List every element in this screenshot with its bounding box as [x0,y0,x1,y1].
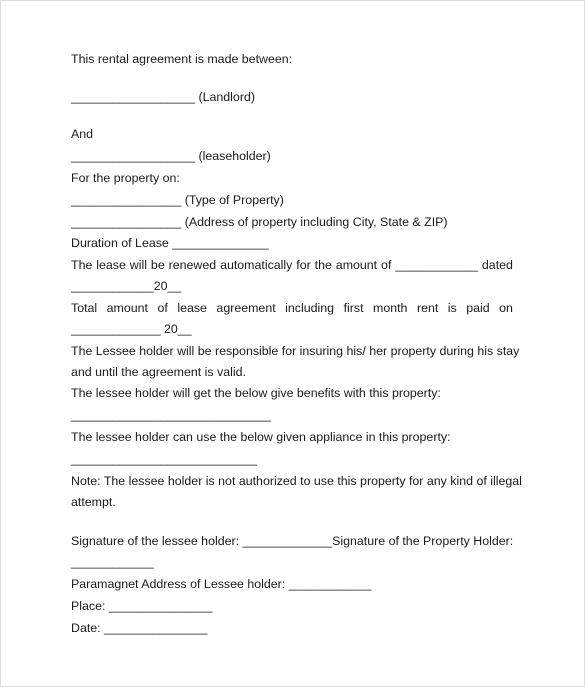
renewal-date-line: ____________20__ [71,279,182,293]
total-word: first [343,301,364,315]
duration-line: Duration of Lease ______________ [71,236,269,250]
renewal-word: be [150,258,165,272]
renewal-word: will [129,258,148,272]
property-holder-signature-blank: ____________ [71,555,154,569]
total-word: on [499,301,513,315]
place-line: Place: _______________ [71,599,213,613]
renewal-word: of [381,258,392,272]
address-of-property-line: ________________ (Address of property including City, State & ZIP) [71,215,448,229]
type-of-property-line: ________________ (Type of Property) [71,193,284,207]
renewal-word: dated [481,258,513,272]
renewal-word: ____________ [395,258,478,272]
total-word: of [157,301,168,315]
total-word: including [285,301,335,315]
renewal-word: amount [335,258,378,272]
insure-line-1: The Lessee holder will be responsible for insuring his/ her property during his stay [71,344,520,358]
renewal-word: The [71,258,93,272]
appliance-text: The lessee holder can use the below given appliance in this property: [71,430,451,444]
address-line: Paramagnet Address of Lessee holder: ____________ [71,577,372,591]
renewal-word: automatically [220,258,293,272]
renewal-word: for [296,258,311,272]
property-on-text: For the property on: [71,171,180,185]
total-word: rent [416,301,439,315]
renewal-word: renewed [168,258,217,272]
appliance-blank: ___________________________ [71,452,258,466]
renewal-word: the [314,258,332,272]
total-word: Total [71,301,98,315]
insure-line-2: and until the agreement is valid. [71,365,246,379]
renewal-word: lease [96,258,126,272]
renewal-line [71,258,513,273]
total-word: month [373,301,408,315]
property-holder-signature: Signature of the Property Holder: [332,534,514,548]
intro-text: This rental agreement is made between: [71,52,293,66]
lessee-signature: Signature of the lessee holder: _____________ [71,534,333,548]
date-line: Date: _______________ [71,621,208,635]
total-word: amount [106,301,148,315]
total-word: agreement [216,301,276,315]
benefits-blank: _____________________________ [71,408,271,422]
total-word: lease [177,301,207,315]
note-line-1: Note: The lessee holder is not authorized to use this property for any kind of illegal [71,474,522,488]
and-text: And [71,127,94,141]
signature-line [71,534,513,549]
total-word: is [447,301,457,315]
total-date-line: _____________ 20__ [71,322,192,336]
total-word: paid [466,301,490,315]
leaseholder-line: __________________ (leaseholder) [71,149,271,163]
total-line [71,301,513,316]
note-line-2: attempt. [71,495,116,509]
benefits-text: The lessee holder will get the below give benefits with this property: [71,386,441,400]
landlord-line: __________________ (Landlord) [71,90,255,104]
